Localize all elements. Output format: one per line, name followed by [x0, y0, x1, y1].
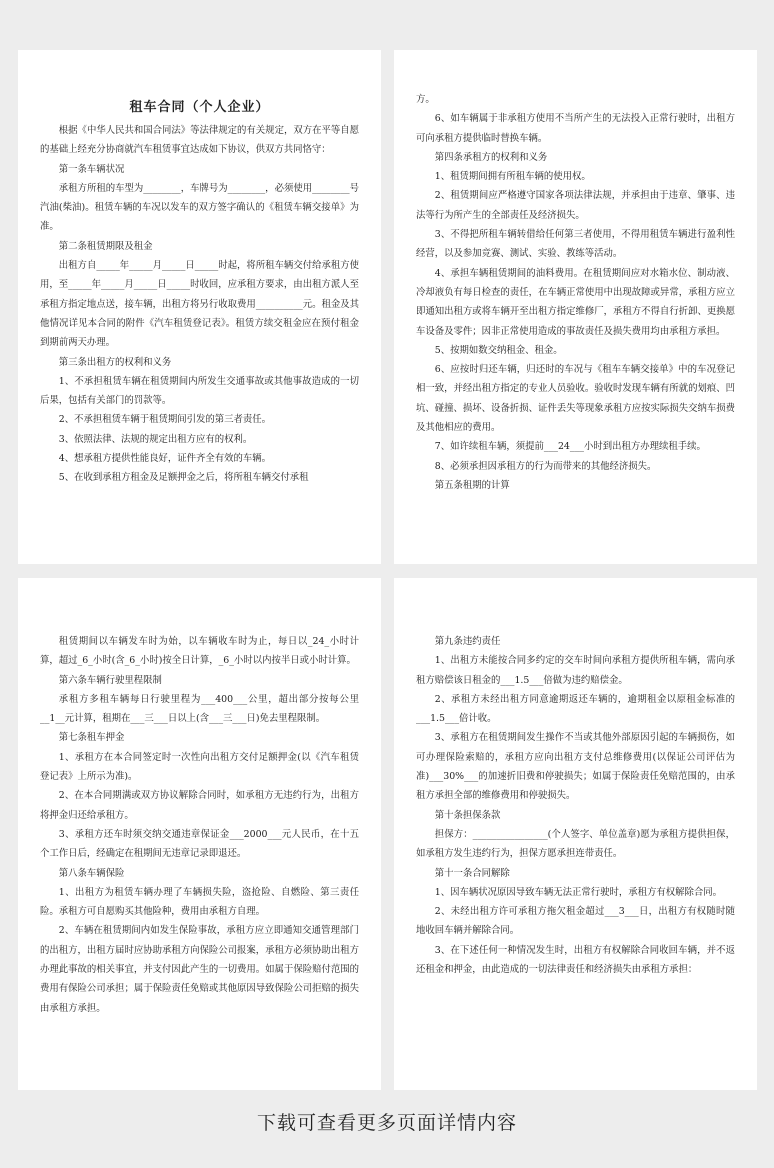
section-heading: 第十一条合同解除 [434, 867, 510, 879]
section-heading: 第十条担保条款 [434, 809, 501, 821]
paragraph: 3、不得把所租车辆转借给任何第三者使用，不得用租赁车辆进行盈利性经营，以及参加竞赛、测试、实验、教练等活动。 [416, 229, 735, 260]
paragraph: 租赁期间以车辆发车时为始，以车辆收车时为止，每日以_24_小时计算，超过_6_小时(含_6_小时)按全日计算，_6_小时以内按半日或小时计算。 [40, 636, 359, 667]
page-3-body [40, 632, 359, 1018]
section-heading: 第二条租赁期限及租金 [58, 240, 153, 252]
paragraph: 2、承租方未经出租方同意逾期返还车辆的，逾期租金以原租金标准的___1.5___倍计收。 [416, 693, 735, 725]
paragraph: 担保方：________________(个人签字、单位盖章)愿为承租方提供担保，如承租方发生违约行为，担保方愿承担连带责任。 [416, 828, 735, 860]
paragraph: 3、依照法律、法规的规定出租方应有的权利。 [58, 433, 253, 445]
paragraph: 出租方自_____年_____月_____日_____时起，将所租车辆交付给承租方使用，至_____年_____月_____日_____时收回，应承租方要求，由出租方派人至承租方指定地点送，接车辆，出租方将另行收取费用__________元。租金及其他情况详见本合同的附件《汽车租赁登记表》。租赁方续交租金应在预付租金到期前两天办理。 [40, 260, 359, 349]
section-heading: 第七条租车押金 [58, 732, 125, 744]
paragraph: 4、承担车辆租赁期间的油料费用。在租赁期间应对水箱水位、制动液、冷却液负有每日检查的责任，在车辆正常使用中出现故障或异常，承租方应立即通知出租方或将车辆开至出租方指定维修厂，承租方不得自行折卸、更换愿车设备及零件；因非正常使用造成的事故责任及损失费用均由承租方承担。 [416, 267, 735, 337]
paragraph: 根据《中华人民共和国合同法》等法律规定的有关规定，双方在平等自愿的基础上经充分协商就汽车租赁事宜达成如下协议，供双方共同恪守： [40, 125, 359, 156]
paragraph: 3、承租方在租赁期间发生操作不当或其他外部原因引起的车辆损伤，如可办理保险索赔的，承租方应向出租方支付总维修费用(以保证公司评估为准)___30%___的加速折旧费和停驶损失；如属于保险责任免赔范围的，由承租方承担全部的维修费用和停驶损失。 [416, 732, 735, 802]
paragraph: 2、车辆在租赁期间内如发生保险事故，承租方应立即通知交通管理部门的出租方，出租方届时应协助承租方向保险公司报案，承租方必须协助出租方办理此事故的相关事宜，并支付因此产生的一切费用。如属于保险赔付范围的费用有保险公司承担；属于保险责任免赔或其他原因导致保险公司拒赔的损失由承租方承担。 [40, 925, 359, 1014]
page-1-body [40, 121, 359, 488]
paragraph: 6、如车辆属于非承租方使用不当所产生的无法投入正常行驶时，出租方可向承租方提供临时替换车辆。 [416, 113, 735, 144]
paragraph: 3、在下述任何一种情况发生时，出租方有权解除合同收回车辆，并不返还租金和押金，由此造成的一切法律责任和经济损失由承租方承担： [416, 944, 735, 976]
paragraph: 承租方多租车辆每日行驶里程为___400___公里，超出部分按每公里__1__元计算，租期在___三___日以上(含___三___日)免去里程限制。 [40, 693, 359, 725]
contract-title: 租车合同（个人企业） [129, 100, 270, 115]
section-heading: 第三条出租方的权利和义务 [58, 356, 172, 368]
download-more-caption[interactable]: 下载可查看更多页面详情内容 [256, 1112, 517, 1134]
paragraph: 4、想承租方提供性能良好，证件齐全有效的车辆。 [58, 453, 272, 465]
paragraph: 1、出租方未能按合同多约定的交车时间向承租方提供所租车辆，需向承租方赔偿该日租金的___1.5___倍做为违约赔偿金。 [416, 655, 735, 686]
section-heading: 第六条车辆行驶里程限制 [58, 674, 162, 686]
paragraph: 7、如许续租车辆，须提前___24___小时到出租方办理续租手续。 [434, 441, 706, 453]
paragraph: 1、租赁期间拥有所租车辆的使用权。 [434, 171, 591, 183]
document-page-2 [394, 50, 757, 564]
section-heading: 第九条违约责任 [434, 636, 501, 647]
section-heading: 第八条车辆保险 [58, 867, 125, 879]
document-page-4 [394, 578, 757, 1090]
paragraph: 1、不承担租赁车辆在租赁期间内所发生交通事故或其他事故造成的一切后果，包括有关部门的罚款等。 [40, 375, 359, 407]
paragraph: 2、未经出租方许可承租方拖欠租金超过___3___日，出租方有权随时随地收回车辆并解除合同。 [416, 906, 735, 937]
section-heading: 第四条承租方的权利和义务 [434, 151, 548, 163]
section-heading: 第五条租期的计算 [434, 479, 510, 491]
paragraph: 1、因车辆状况原因导致车辆无法正常行驶时，承租方有权解除合同。 [434, 886, 723, 898]
document-page-3 [18, 578, 381, 1090]
paragraph: 承租方所租的车型为________，车牌号为________，必须使用________号汽油(柴油)。租赁车辆的车况以发车的双方签字确认的《租赁车辆交接单》为准。 [40, 182, 359, 233]
paragraph: 3、承租方还车时须交纳交通违章保证金___2000___元人民币，在十五个工作日后，经确定在租期间无违章记录即退还。 [40, 828, 359, 860]
paragraph: 1、出租方为租赁车辆办理了车辆损失险，盗抢险、自燃险、第三责任险。承租方可自愿购买其他险种，费用由承租方自理。 [40, 886, 359, 918]
section-heading: 第一条车辆状况 [58, 163, 125, 175]
paragraph: 2、不承担租赁车辆于租赁期间引发的第三者责任。 [58, 414, 272, 426]
paragraph: 5、按期如数交纳租金、租金。 [434, 344, 563, 356]
paragraph: 方。 [416, 94, 435, 105]
paragraph: 5、在收到承租方租金及足额押金之后，将所租车辆交付承租 [58, 472, 309, 484]
paragraph: 2、租赁期间应严格遵守国家各项法律法规，并承担由于违章、肇事、违法等行为所产生的全部责任及经济损失。 [416, 190, 735, 221]
page-4-body [416, 632, 735, 979]
paragraph: 8、必须承担因承租方的行为而带来的其他经济损失。 [434, 460, 657, 472]
paragraph: 2、在本合同期满或双方协议解除合同时，如承租方无违约行为，出租方将押金归还给承租方。 [40, 790, 359, 821]
page-2-body [416, 90, 735, 495]
paragraph: 1、承租方在本合同签定时一次性向出租方交付足额押金(以《汽车租赁登记表》上所示为准)。 [40, 751, 359, 783]
paragraph: 6、应按时归还车辆，归还时的车况与《租车车辆交接单》中的车况登记相一致，并经出租方指定的专业人员验收。验收时发现车辆有所就的划痕、凹坑、碰撞、损坏、设备折损、证件丢失等现象承租方应按实际损失交纳车损费及其他相应的费用。 [416, 364, 735, 434]
document-page-1 [18, 50, 381, 564]
